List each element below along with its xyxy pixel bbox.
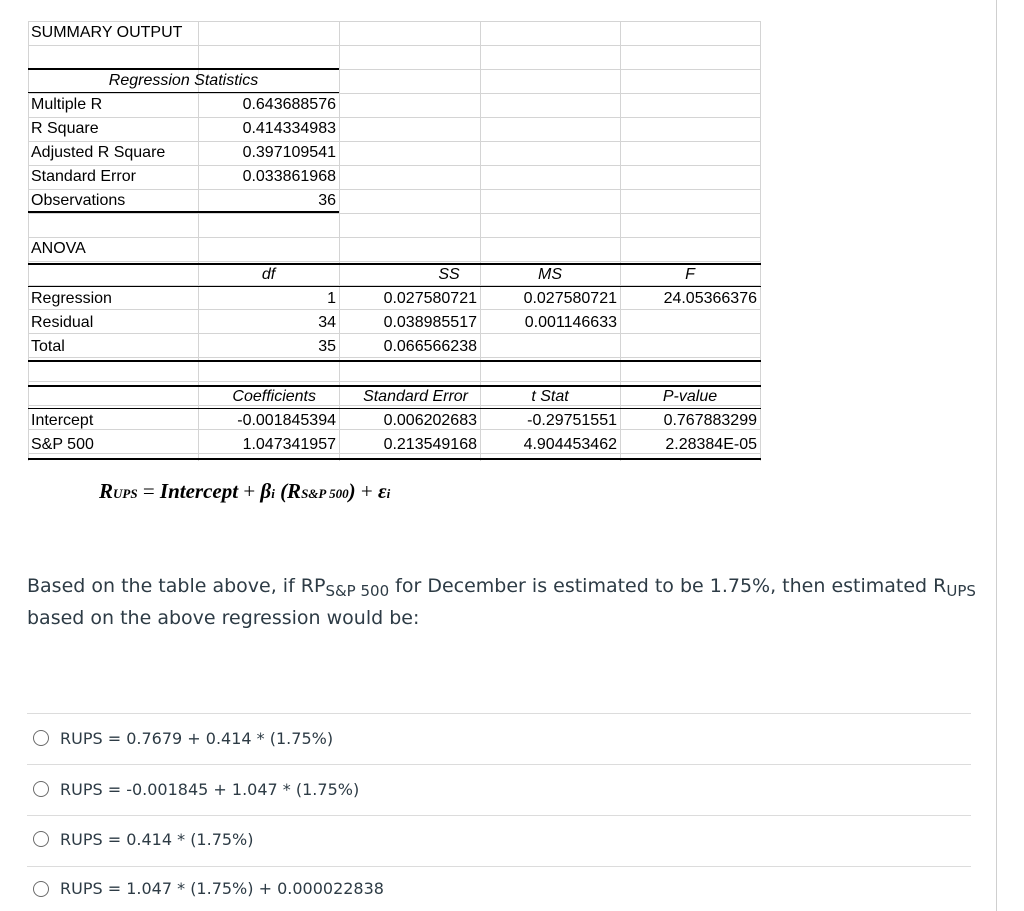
answer-option-1[interactable] bbox=[27, 714, 971, 762]
coef-header-t-stat: t Stat bbox=[531, 388, 569, 405]
coef-t-stat: -0.29751551 bbox=[527, 412, 617, 429]
regression-statistics-title: Regression Statistics bbox=[108, 72, 259, 89]
stat-label: R Square bbox=[31, 120, 99, 137]
anova-title: ANOVA bbox=[31, 240, 86, 257]
option-label: RUPS = 0.7679 + 0.414 * (1.75%) bbox=[60, 728, 334, 748]
option-label: RUPS = 1.047 * (1.75%) + 0.000022838 bbox=[60, 879, 384, 898]
coef-row-label: Intercept bbox=[31, 412, 94, 429]
anova-header-ss: SS bbox=[438, 266, 460, 283]
anova-ss: 0.066566238 bbox=[383, 338, 477, 355]
anova-df: 1 bbox=[327, 290, 336, 307]
option-label: RUPS = 0.414 * (1.75%) bbox=[60, 829, 254, 849]
anova-row-label: Total bbox=[31, 338, 65, 355]
summary-title: SUMMARY OUTPUT bbox=[31, 24, 183, 41]
coef-value: 1.047341957 bbox=[242, 436, 336, 453]
radio-button[interactable] bbox=[33, 881, 49, 897]
scroll-divider bbox=[996, 0, 997, 911]
stat-label: Observations bbox=[31, 192, 126, 209]
anova-ms: 0.027580721 bbox=[523, 290, 617, 307]
anova-header-f: F bbox=[685, 266, 695, 283]
coef-standard-error: 0.006202683 bbox=[383, 412, 477, 429]
answer-option-3[interactable] bbox=[27, 815, 971, 863]
answer-option-2[interactable] bbox=[27, 765, 971, 813]
anova-ms: 0.001146633 bbox=[524, 314, 617, 331]
coef-t-stat: 4.904453462 bbox=[523, 436, 617, 453]
radio-button[interactable] bbox=[33, 781, 49, 797]
question-text: Based on the table above, if $RP_{S\&P 500}$ for December is estimated to be 1.75%, then estimated $R_{UPS}$ based on the above regression would be: bbox=[27, 575, 976, 629]
stat-value: 0.414334983 bbox=[242, 120, 336, 137]
anova-df: 35 bbox=[318, 338, 336, 355]
coef-header-p-value: P-value bbox=[662, 388, 718, 405]
anova-df: 34 bbox=[318, 314, 336, 331]
anova-row-label: Regression bbox=[31, 290, 112, 307]
coef-p-value: 2.28384E-05 bbox=[665, 436, 757, 453]
stat-label: Standard Error bbox=[31, 168, 136, 185]
coef-p-value: 0.767883299 bbox=[663, 412, 757, 429]
stat-value: 0.397109541 bbox=[242, 144, 336, 161]
coef-header-standard-error: Standard Error bbox=[363, 388, 468, 405]
anova-ss: 0.027580721 bbox=[383, 290, 477, 307]
anova-header-ms: MS bbox=[538, 266, 562, 283]
stat-value: 36 bbox=[318, 192, 336, 209]
anova-f: 24.05366376 bbox=[663, 290, 757, 307]
radio-button[interactable] bbox=[33, 730, 49, 746]
answer-option-4[interactable] bbox=[27, 866, 971, 911]
coef-value: -0.001845394 bbox=[237, 412, 336, 429]
regression-output-table bbox=[28, 21, 761, 461]
option-label: RUPS = -0.001845 + 1.047 * (1.75%) bbox=[60, 779, 360, 799]
anova-header-df: df bbox=[261, 266, 276, 283]
coef-header-coefficients: Coefficients bbox=[232, 388, 316, 405]
regression-formula: RUPS = Intercept + βi (RS&P 500) + εi bbox=[99, 479, 391, 503]
radio-button[interactable] bbox=[33, 831, 49, 847]
anova-ss: 0.038985517 bbox=[383, 314, 477, 331]
stat-label: Adjusted R Square bbox=[31, 144, 166, 161]
anova-row-label: Residual bbox=[31, 314, 94, 331]
stat-value: 0.643688576 bbox=[242, 96, 336, 113]
coef-row-label: S&P 500 bbox=[31, 436, 94, 453]
coef-standard-error: 0.213549168 bbox=[383, 436, 477, 453]
stat-label: Multiple R bbox=[31, 96, 103, 113]
stat-value: 0.033861968 bbox=[242, 168, 336, 185]
